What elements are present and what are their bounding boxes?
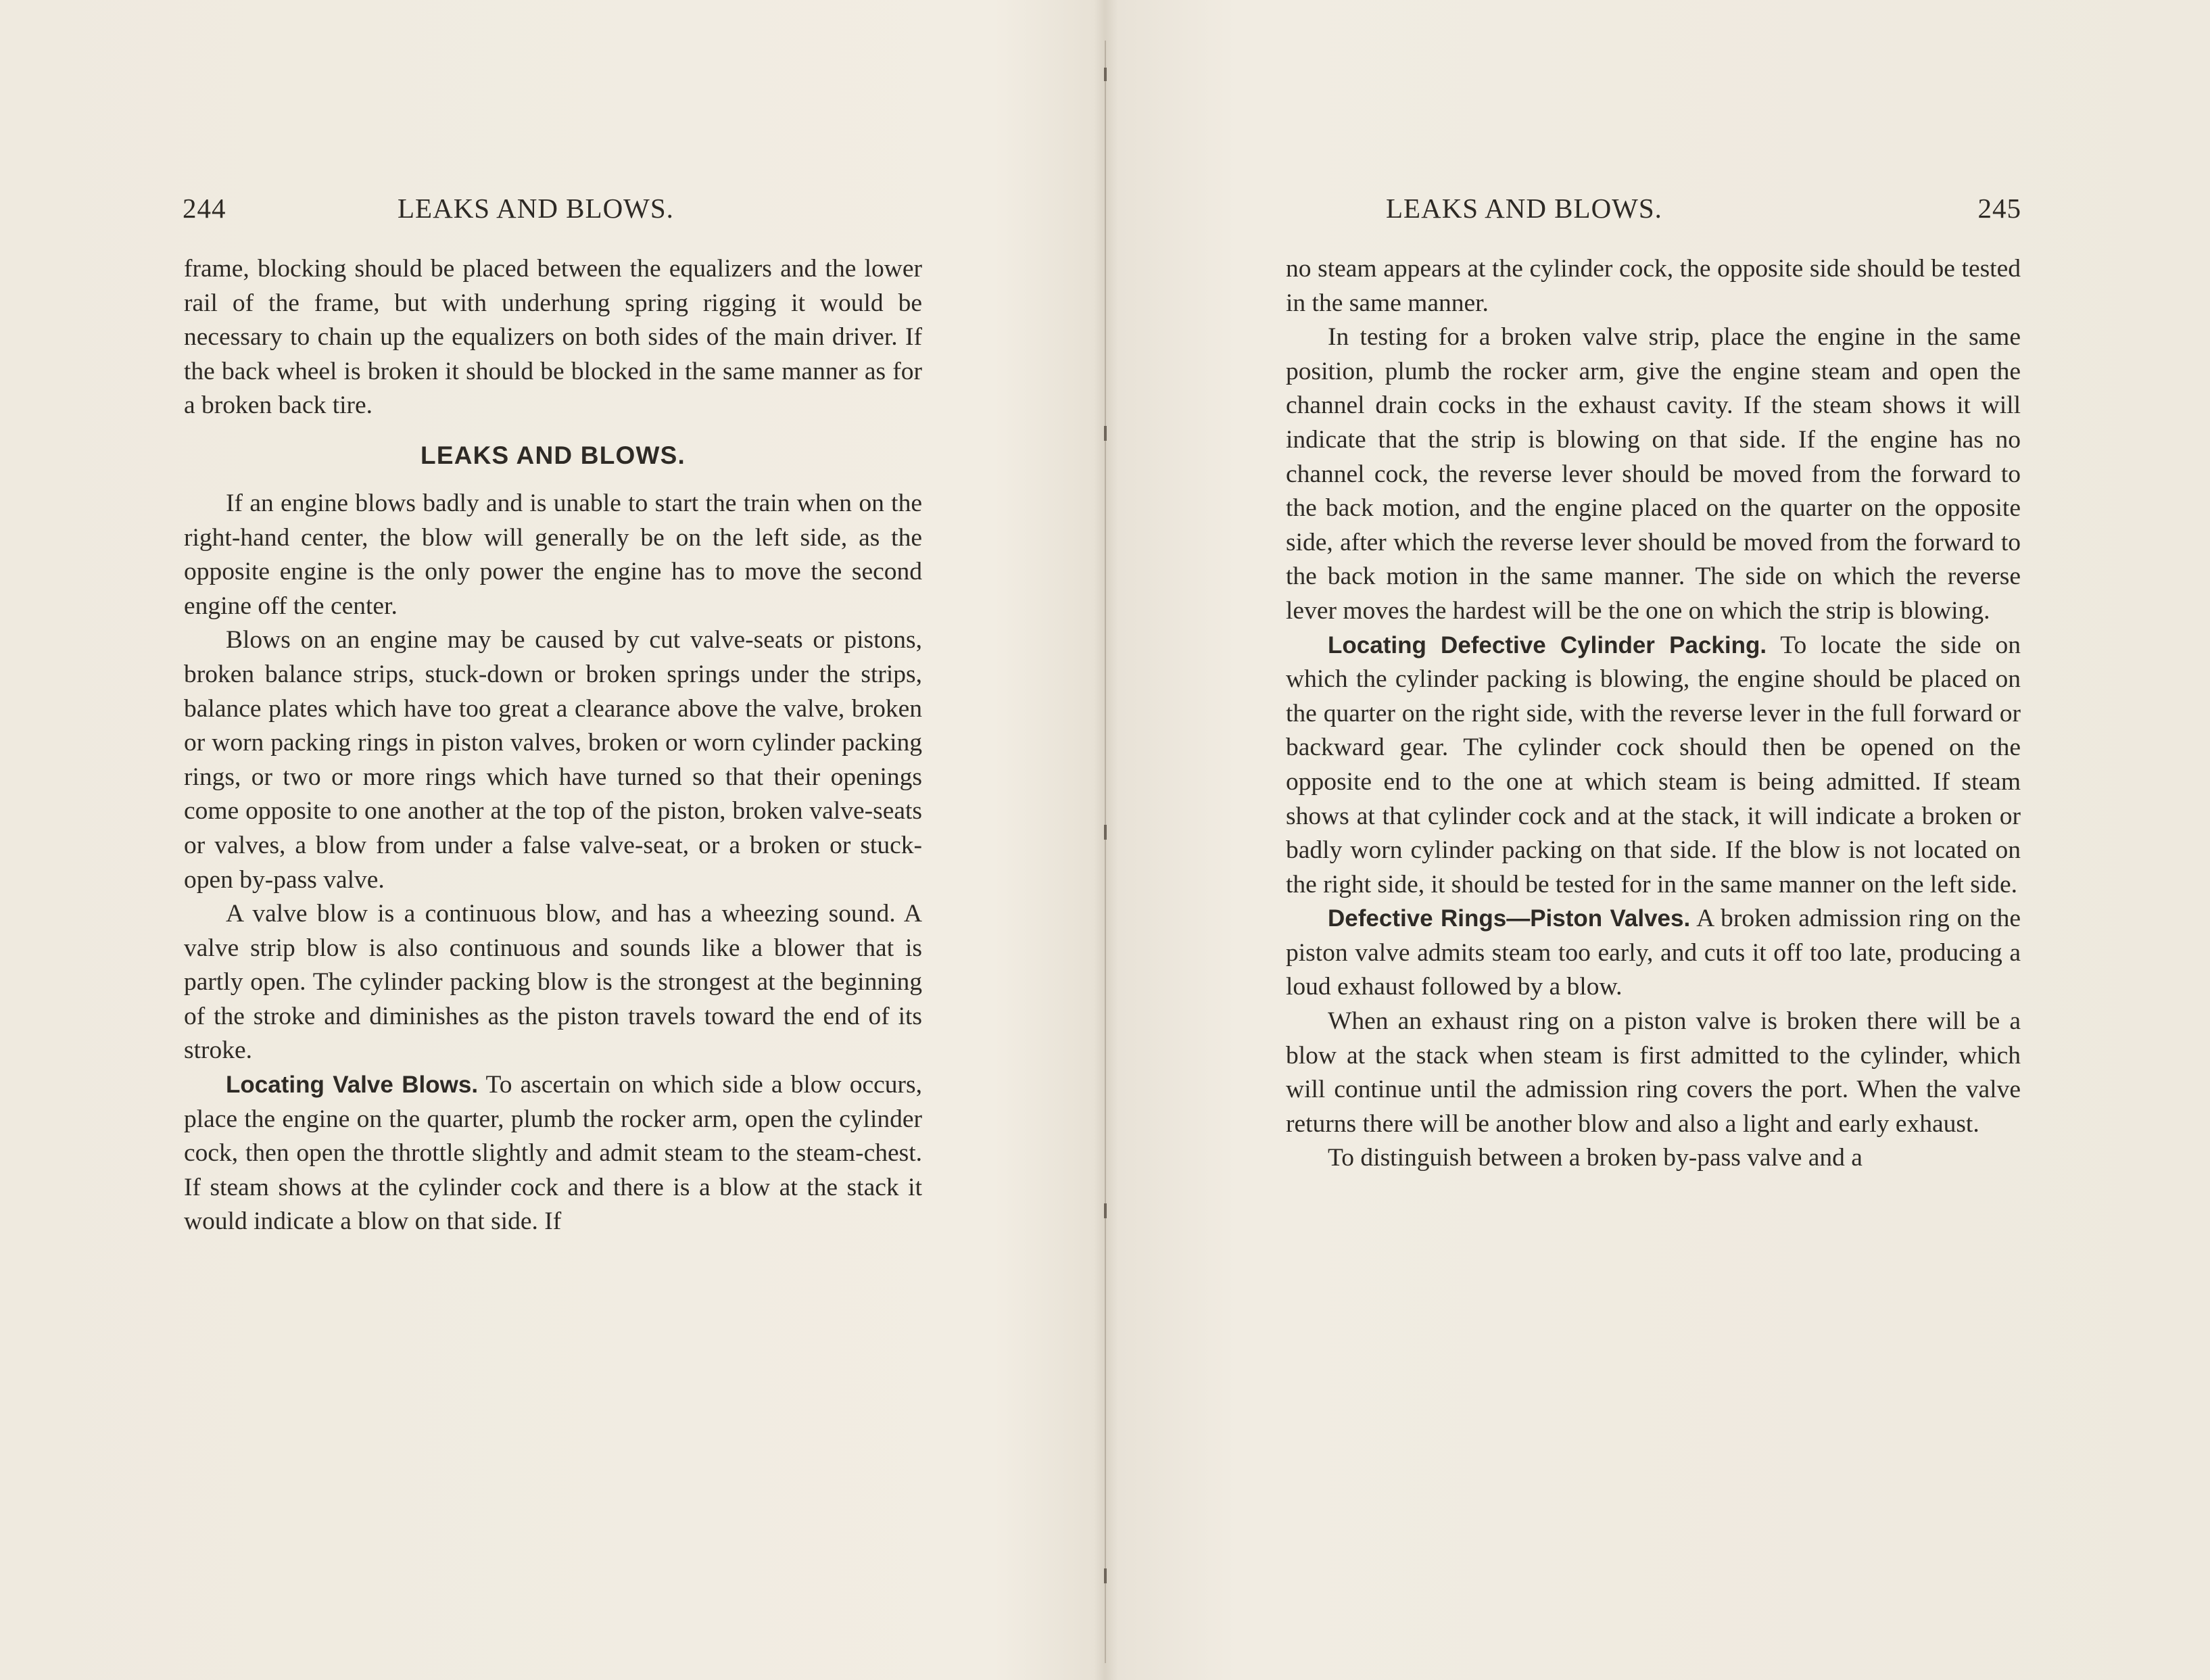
right-paragraph-5: When an exhaust ring on a piston valve is broken there will be a blow at the stack when steam is first admitted to the cylinder, which will continue until the admission ring covers the port. When the valve returns there will be another blow and also a light and early exhaust.	[1286, 1007, 2021, 1138]
left-paragraph-1: frame, blocking should be placed between the equalizers and the lower rail of the frame, but with underhung spring rigging it would be necessary to chain up the equalizers on both sides of the main driver. If the back wheel is broken it should be blocked in the same manner as for a broken back tire.	[184, 255, 922, 420]
right-page-body	[1286, 252, 2021, 1176]
right-paragraph-3-text: To locate the side on which the cylinder packing is blowing, the engine should be placed on the quarter on the right side, with the reverse lever in the full forward or backward gear. The cylinder cock should then be opened on the opposite end to the one at which steam is being admitted. If steam shows at that cylinder cock and at the stack, it will indicate a broken or badly worn cylinder packing on that side. If the blow is not located on the right side, it should be tested for in the same manner on the left side.	[1286, 631, 2021, 898]
section-title: LEAKS AND BLOWS.	[421, 441, 686, 469]
left-running-head	[183, 188, 919, 229]
right-running-head-title: LEAKS AND BLOWS.	[1386, 193, 1662, 224]
right-paragraph-3	[1286, 629, 2021, 903]
run-in-heading-locating-valve-blows: Locating Valve Blows.	[226, 1072, 479, 1099]
run-in-heading-cylinder-packing: Locating Defective Cylinder Packing.	[1328, 631, 1767, 658]
right-paragraph-1: no steam appears at the cylinder cock, the opposite side should be tested in the same manner.	[1286, 255, 2021, 317]
left-page-number: 244	[183, 193, 226, 224]
left-paragraph-2: If an engine blows badly and is unable to start the train when on the right-hand center, the blow will generally be on the left side, as the opposite engine is the only power the engine has to move the second engine off the center.	[184, 489, 922, 620]
right-paragraph-2: In testing for a broken valve strip, place the engine in the same position, plumb the rocker arm, give the engine steam and open the channel drain cocks in the exhaust cavity. If the steam shows it will indicate that the strip is blowing on that side. If the engine has no channel cock, the reverse lever should be moved from the forward to the back motion, and the engine placed on the quarter on the opposite side, after which the reverse lever should be moved from the forward to the back motion in the same manner. The side on which the reverse lever moves the hardest will be the one on which the strip is blowing.	[1286, 323, 2021, 625]
left-running-head-title: LEAKS AND BLOWS.	[398, 193, 674, 224]
run-in-heading-defective-rings: Defective Rings—Piston Valves.	[1328, 905, 1691, 932]
right-page-number: 245	[1977, 193, 2021, 224]
left-page-body	[184, 252, 922, 1239]
right-page	[1103, 0, 2210, 1680]
right-running-head	[1286, 188, 2021, 229]
right-paragraph-4	[1286, 902, 2021, 1005]
right-paragraph-6: To distinguish between a broken by-pass valve and a	[1328, 1144, 1863, 1172]
left-paragraph-4: A valve blow is a continuous blow, and has a wheezing sound. A valve strip blow is also continuous and sounds like a blower that is partly open. The cylinder packing blow is the strongest at the beginning of the stroke and diminishes as the piston travels toward the end of its stroke.	[184, 900, 922, 1065]
left-paragraph-3: Blows on an engine may be caused by cut valve-seats or pistons, broken balance strips, stuck-down or broken springs under the strips, balance plates which have too great a clearance above the valve, broken or worn packing rings in piston valves, broken or worn cylinder packing rings, or two or more rings which have turned so that their openings come opposite to one another at the top of the piston, broken valve-seats or valves, a blow from under a false valve-seat, or a broken or stuck-open by-pass valve.	[184, 626, 922, 894]
left-paragraph-5-text: To ascertain on which side a blow occurs, place the engine on the quarter, plumb the rocker arm, open the cylinder cock, then open the throttle slightly and admit steam to the steam-chest. If steam shows at the cylinder cock and there is a blow at the stack it would indicate a blow on that side. If	[184, 1071, 922, 1236]
left-page	[0, 0, 1103, 1680]
right-paragraph-4-text: A broken admission ring on the piston valve admits steam too early, and cuts it off too late, producing a loud exhaust followed by a blow.	[1286, 905, 2021, 1001]
left-paragraph-5	[184, 1068, 922, 1239]
